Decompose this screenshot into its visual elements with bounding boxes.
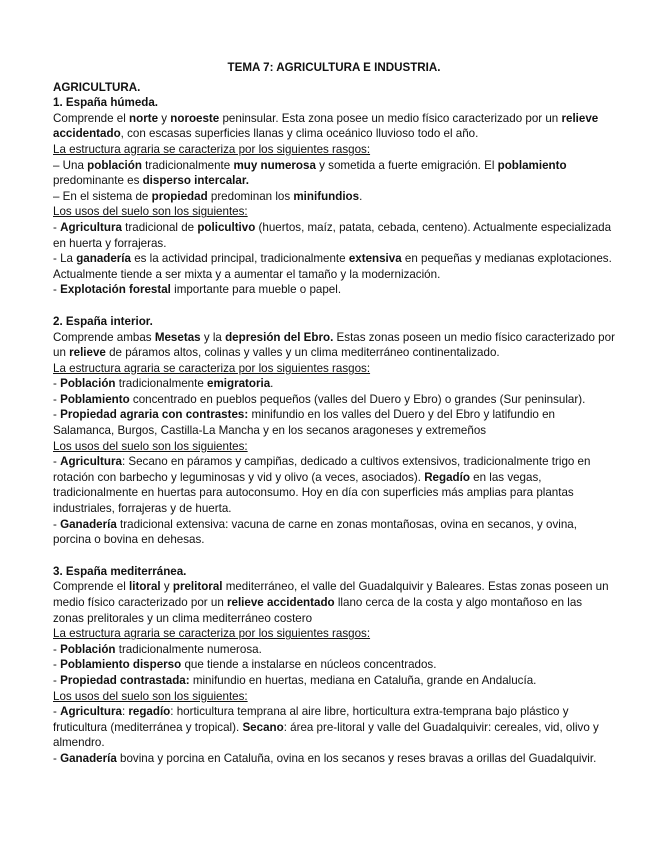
bold-term: Poblamiento disperso [60, 658, 182, 672]
bold-term: norte [129, 111, 159, 125]
paragraph: Comprende ambas Mesetas y la depresión del Ebro. Estas zonas poseen un medio físico caracterizado por un relieve de páramos altos, colinas y valles y un clima mediterráneo continentalizado. [53, 330, 615, 360]
paragraph: - Propiedad agraria con contrastes: minifundio en los valles del Duero y del Ebro y latifundio en Salamanca, Burgos, Castilla-La Mancha y en los secanos aragoneses y extremeños [53, 408, 555, 438]
section-heading: AGRICULTURA. [53, 80, 141, 94]
bold-term: minifundios [293, 189, 360, 203]
paragraph: - Agricultura tradicional de policultivo (huertos, maíz, patata, cebada, centeno). Actualmente especializada en huerta y forrajeras. [53, 220, 612, 250]
bold-term: policultivo [197, 220, 256, 234]
block-spacer [53, 548, 615, 564]
page-title: TEMA 7: AGRICULTURA E INDUSTRIA. [227, 61, 441, 74]
bold-term: noroeste [170, 111, 220, 125]
bold-term: muy numerosa [233, 158, 316, 172]
bold-term: Agricultura [60, 705, 122, 719]
subsection-heading: 1. España húmeda. [53, 96, 159, 110]
bold-term: propiedad [151, 189, 208, 203]
paragraph: - Propiedad contrastada: minifundio en huertas, mediana en Cataluña, grande en Andalucía. [53, 673, 537, 687]
paragraph: - Población tradicionalmente emigratoria. [53, 377, 274, 391]
bold-term: Agricultura [60, 220, 122, 234]
subsection-heading: 3. España mediterránea. [53, 564, 187, 578]
paragraph: - Poblamiento disperso que tiende a instalarse en núcleos concentrados. [53, 658, 437, 672]
underlined-label: La estructura agraria se caracteriza por los siguientes rasgos: [53, 627, 371, 641]
bold-term: Explotación forestal [60, 283, 171, 297]
bold-term: regadío [128, 705, 171, 719]
underlined-label: Los usos del suelo son los siguientes: [53, 689, 248, 703]
underlined-label: Los usos del suelo son los siguientes: [53, 439, 248, 453]
bold-term: relieve accidentado [53, 111, 599, 141]
paragraph: - Explotación forestal importante para mueble o papel. [53, 283, 342, 297]
paragraph: - Ganadería bovina y porcina en Cataluña, ovina en los secanos y reses bravas a orillas del Guadalquivir. [53, 751, 597, 765]
underlined-label: La estructura agraria se caracteriza por los siguientes rasgos: [53, 142, 371, 156]
bold-term: litoral [129, 580, 161, 594]
paragraph: - Ganadería tradicional extensiva: vacuna de carne en zonas montañosas, ovina en secanos, y ovina, porcina o bovina en dehesas. [53, 517, 577, 547]
block-spacer [53, 298, 615, 314]
document-body [53, 95, 615, 766]
underlined-label: La estructura agraria se caracteriza por los siguientes rasgos: [53, 361, 371, 375]
bold-term: relieve accidentado [227, 596, 335, 609]
bold-term: prelitoral [172, 580, 223, 594]
bold-term: Propiedad contrastada: [60, 673, 190, 687]
bold-term: Población [60, 642, 116, 656]
bold-term: ganadería [76, 252, 131, 266]
bold-term: Población [60, 377, 116, 391]
bold-term: Propiedad agraria con contrastes: [60, 408, 249, 422]
paragraph: - Población tradicionalmente numerosa. [53, 642, 262, 656]
paragraph: - La ganadería es la actividad principal, tradicionalmente extensiva en pequeñas y medianas explotaciones. Actualmente tiende a ser mixta y a aumentar el tamaño y la modernización. [53, 252, 612, 281]
subsection-heading: 2. España interior. [53, 314, 153, 328]
paragraph: Comprende el litoral y prelitoral mediterráneo, el valle del Guadalquivir y Baleares. Estas zonas poseen un medio físico caracterizado por un relieve accidentado llano cerca de la costa y algo montañoso en las zonas prelitorales y un clima mediterráneo costero [53, 580, 609, 625]
bold-term: Ganadería [60, 751, 117, 765]
bold-term: emigratoria [207, 377, 271, 391]
paragraph: - Agricultura: regadío: horticultura temprana al aire libre, horticultura extra-temprana bajo plástico y fruticultura (mediterránea y tropical). Secano: área pre-litoral y valle del Guadalquivir: cereales, vid, olivo y almendro. [53, 705, 599, 750]
bold-term: Poblamiento [60, 392, 130, 406]
bold-term: Mesetas [154, 330, 201, 344]
underlined-label: Los usos del suelo son los siguientes: [53, 205, 248, 219]
paragraph: - Agricultura: Secano en páramos y campiñas, dedicado a cultivos extensivos, tradicionalmente trigo en rotación con barbecho y leguminosas y vid y olivo (a veces, asociados). Regadío en las vegas, tradicionalmente en huertas para autoconsumo. Hoy en día con superficies más amplias para plantas industriales, forrajeras y de huerta. [53, 455, 591, 516]
bold-term: poblamiento [497, 158, 567, 172]
paragraph: – En el sistema de propiedad predominan los minifundios. [53, 189, 363, 203]
bold-term: relieve [69, 346, 106, 360]
bold-term: disperso intercalar. [142, 174, 249, 188]
bold-term: Regadío [424, 470, 470, 484]
bold-term: Secano [242, 720, 284, 734]
paragraph: Comprende el norte y noroeste peninsular. Esta zona posee un medio físico caracterizado por un relieve accidentado, con escasas superficies llanas y clima oceánico lluvioso todo el año. [53, 111, 599, 141]
bold-term: extensiva [348, 252, 402, 266]
bold-term: población [87, 158, 142, 172]
bold-term: Agricultura [60, 455, 122, 469]
bold-term: depresión del Ebro. [225, 330, 334, 344]
paragraph: – Una población tradicionalmente muy numerosa y sometida a fuerte emigración. El poblamiento predominante es disperso intercalar. [53, 158, 567, 188]
paragraph: - Poblamiento concentrado en pueblos pequeños (valles del Duero y Ebro) o grandes (Sur peninsular). [53, 392, 586, 406]
bold-term: Ganadería [60, 517, 117, 531]
